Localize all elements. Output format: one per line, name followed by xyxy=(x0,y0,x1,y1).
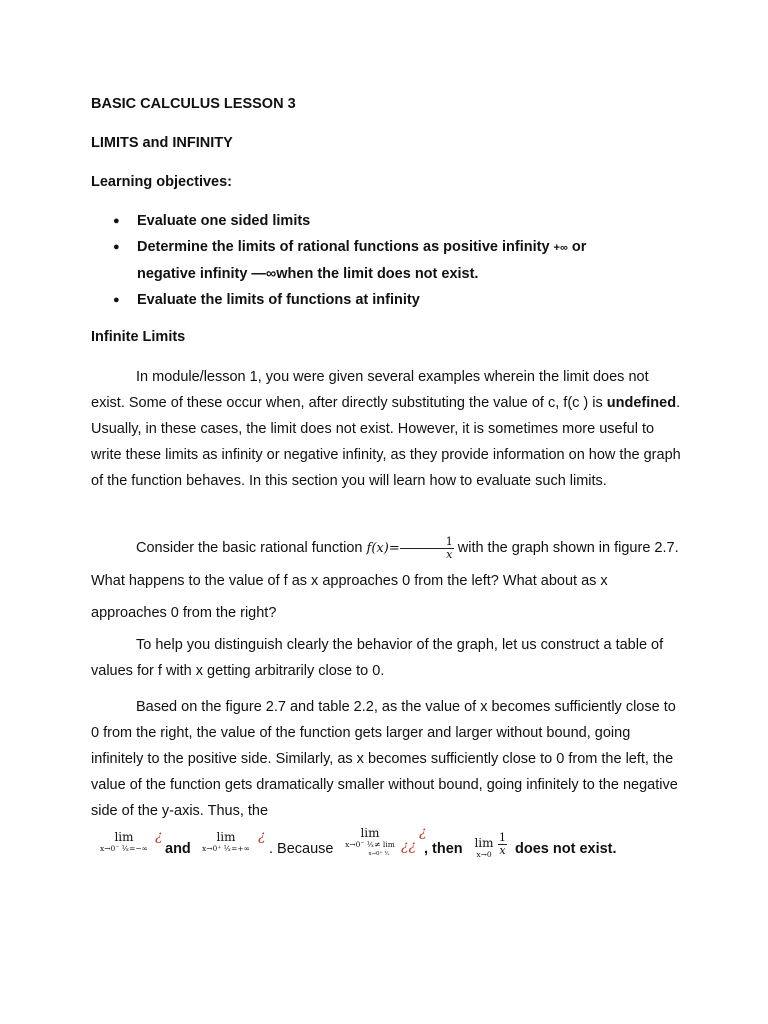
because-limit-inner-subscript: x→0⁺ ¹⁄ₓ xyxy=(368,851,390,857)
objective-or: or xyxy=(567,239,587,255)
right-limit-subscript: x→0⁺ ¹⁄ₓ=+∞ xyxy=(202,844,250,853)
lim-word: lim xyxy=(360,826,380,840)
fraction-numerator: 1 xyxy=(400,536,454,549)
red-glyph: ¿ xyxy=(419,824,427,840)
left-limit-subscript: x→0⁻ ¹⁄ₓ=−∞ xyxy=(100,844,148,853)
fraction-numerator: 1 xyxy=(499,831,506,844)
left-limit xyxy=(91,830,157,854)
limit-statements xyxy=(91,826,691,876)
right-limit xyxy=(195,830,257,854)
objective-item xyxy=(91,208,671,234)
red-glyph: ¿ xyxy=(258,828,266,844)
fraction-denominator: x xyxy=(446,547,453,561)
paragraph-2-text-end: with the graph shown in figure 2.7. What happens to the value of f as x approaches 0 from the left? What about as x approaches 0 from the right? xyxy=(91,540,679,621)
red-glyph: ¿ xyxy=(155,828,163,844)
paragraph-1-bold: undefined xyxy=(606,395,677,411)
lim-word: lim xyxy=(474,836,494,850)
objective-item xyxy=(91,287,671,313)
objective-text-cont: negative infinity —∞when the limit does not exist. xyxy=(137,266,479,282)
objective-text: Evaluate one sided limits xyxy=(137,213,311,229)
objectives-list xyxy=(91,208,671,313)
because-text: . Because xyxy=(269,841,334,857)
fraction-one-over-x xyxy=(400,536,454,561)
and-text: and xyxy=(165,841,191,857)
final-limit-subscript: x→0 xyxy=(476,850,492,859)
red-glyph: ¿¿ xyxy=(401,838,417,854)
paragraph-2 xyxy=(91,532,681,629)
topic-title: LIMITS and INFINITY xyxy=(91,135,233,151)
function-expression: f(x)= xyxy=(366,541,400,556)
because-limit xyxy=(339,826,401,858)
paragraph-4: Based on the figure 2.7 and table 2.2, as the value of x becomes sufficiently close to 0 from the right, the value of the function gets larger and larger without bound, going infinitely to the positive side. Similarly, as x becomes sufficiently close to 0 from the left, the value of the function gets dramatically smaller without bound, going infinitely to the negative side of the y-axis. Thus, the xyxy=(91,699,678,819)
lesson-title: BASIC CALCULUS LESSON 3 xyxy=(91,96,296,112)
plus-infinity-symbol: +∞ xyxy=(553,242,568,254)
final-fraction xyxy=(498,832,507,857)
section-heading: Infinite Limits xyxy=(91,329,186,345)
final-limit xyxy=(469,836,499,860)
objectives-heading: Learning objectives: xyxy=(91,174,233,190)
objective-item xyxy=(91,234,671,287)
objective-text: Evaluate the limits of functions at infinity xyxy=(137,292,420,308)
paragraph-2-text: Consider the basic rational function xyxy=(136,540,367,556)
lim-word: lim xyxy=(114,830,134,844)
objective-text: Determine the limits of rational functions as positive infinity xyxy=(137,239,550,255)
lim-word: lim xyxy=(216,830,236,844)
paragraph-1-text-end: . Usually, in these cases, the limit does not exist. However, it is sometimes more useful to write these limits as infinity or negative infinity, as they provide information on how the graph of the function behaves. In this section you will learn how to evaluate such limits. xyxy=(91,395,681,489)
dne-text: does not exist. xyxy=(515,841,617,857)
paragraph-3: To help you distinguish clearly the behavior of the graph, let us construct a table of values for f with x getting arbitrarily close to 0. xyxy=(91,637,664,679)
paragraph-1-text: In module/lesson 1, you were given several examples wherein the limit does not exist. Some of these occur when, after directly substituting the value of c, f(c ) is xyxy=(91,369,649,411)
paragraph-1 xyxy=(91,364,681,494)
because-limit-subscript: x→0⁻ ¹⁄ₓ≠ lim xyxy=(345,840,395,849)
fraction-denominator: x xyxy=(499,844,506,857)
then-text: , then xyxy=(424,841,463,857)
